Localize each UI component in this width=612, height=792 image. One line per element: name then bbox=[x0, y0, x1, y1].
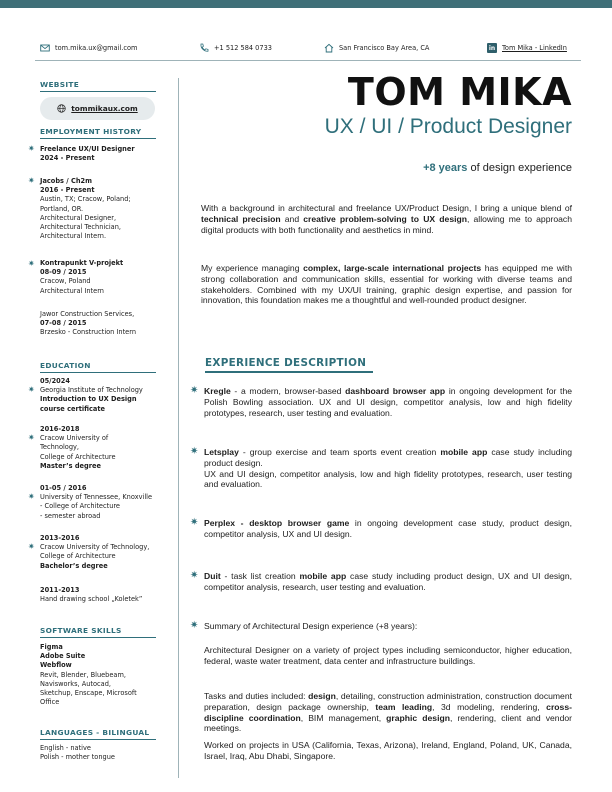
software-item: Sketchup, Enscape, Microsoft bbox=[40, 689, 137, 698]
person-name: TOM MIKA bbox=[347, 70, 572, 114]
education-line: Technology, bbox=[40, 443, 80, 452]
architecture-countries: Worked on projects in USA (California, Texas, Arizona), Ireland, England, Poland, UK, Canada, Israel, Iraq, Abu Dhabi, Singapore. bbox=[204, 740, 572, 761]
project-perplex: Perplex - desktop browser game in ongoing development case study, product design, competitor analysis, UX and UI design. bbox=[204, 518, 572, 539]
employment-line: Architectural Designer, bbox=[40, 213, 117, 222]
website-title-underline bbox=[40, 91, 156, 92]
project-letsplay: Letsplay - group exercise and team sports event creation mobile app case study including product design. UX and UI design, competitor analysis, low and high fidelity prototypes, research, user testing and evaluation. bbox=[204, 447, 572, 490]
architecture-paragraph: Architectural Designer on a variety of project types including semiconductor, higher education, federal, waste water treatment, data center and infrastructure buildings. bbox=[204, 645, 572, 666]
contact-linkedin[interactable] bbox=[487, 42, 567, 54]
education-line: Hand drawing school „Koletek” bbox=[40, 595, 143, 604]
employment-company: Jacobs / Ch2m bbox=[40, 177, 92, 185]
website-link[interactable] bbox=[40, 97, 155, 120]
employment-entry bbox=[40, 177, 180, 241]
bullet-star-icon: ✷ bbox=[28, 433, 35, 442]
education-line: Cracow University of Technology, bbox=[40, 543, 150, 552]
education-line: Bachelor’s degree bbox=[40, 561, 108, 570]
experience-title-underline bbox=[205, 371, 373, 373]
experience-years bbox=[423, 162, 572, 174]
project-kregle: Kregle - a modern, browser-based dashboard browser app in ongoing development for the Polish Bowling association. UX and UI design, competitor analysis, low and high fidelity prototypes, research, user testing and evaluation. bbox=[204, 386, 572, 418]
employment-line: Portland, OR. bbox=[40, 204, 84, 213]
software-item: Revit, Blender, Bluebeam, bbox=[40, 670, 126, 679]
years-rest: of design experience bbox=[467, 162, 572, 174]
education-entry bbox=[40, 377, 180, 414]
linkedin-icon: in bbox=[488, 44, 496, 52]
education-line: - semester abroad bbox=[40, 511, 101, 520]
phone-icon bbox=[199, 43, 209, 53]
education-date: 01-05 / 2016 bbox=[40, 484, 87, 492]
home-icon bbox=[324, 43, 334, 53]
employment-company: Freelance UX/UI Designer bbox=[40, 145, 135, 153]
education-line: Georgia Institute of Technology bbox=[40, 386, 143, 395]
bullet-star-icon: ✷ bbox=[190, 517, 199, 528]
employment-date: 07-08 / 2015 bbox=[40, 319, 87, 328]
employment-company: Kontrapunkt V-projekt bbox=[40, 259, 124, 267]
software-item: Webflow bbox=[40, 661, 72, 670]
education-entry bbox=[40, 484, 180, 521]
contact-location bbox=[324, 42, 429, 54]
education-entry bbox=[40, 586, 180, 604]
employment-date: 08-09 / 2015 bbox=[40, 268, 87, 277]
website-title: WEBSITE bbox=[40, 80, 80, 89]
education-date: 2016-2018 bbox=[40, 425, 80, 433]
intro-paragraph: My experience managing complex, large-scale international projects has equipped me with strong collaboration and communication skills, essential for working with diverse teams and stakeholders. Combined with my UX/UI training, graphic design expertise, and passion for innovation, this foundation makes me a thoughtful and well-rounded product designer. bbox=[201, 263, 573, 306]
software-item: Figma bbox=[40, 643, 63, 651]
employment-company: Jawor Construction Services, bbox=[40, 310, 135, 318]
employment-title: EMPLOYMENT HISTORY bbox=[40, 127, 142, 136]
employment-line: Austin, TX; Cracow, Poland; bbox=[40, 195, 131, 204]
education-line: Master’s degree bbox=[40, 461, 101, 470]
education-line: Introduction to UX Design bbox=[40, 395, 137, 404]
language-item: Polish - mother tongue bbox=[40, 753, 115, 762]
education-line: course certificate bbox=[40, 404, 105, 413]
linkedin-text: Tom Mika - LinkedIn bbox=[502, 44, 567, 52]
bullet-star-icon: ✷ bbox=[28, 176, 35, 185]
software-list bbox=[40, 643, 180, 707]
education-entry bbox=[40, 425, 180, 471]
top-accent-bar bbox=[0, 0, 612, 8]
bullet-star-icon: ✷ bbox=[28, 385, 35, 394]
architecture-summary-title: Summary of Architectural Design experience (+8 years): bbox=[204, 621, 418, 631]
education-line: - College of Architecture bbox=[40, 502, 120, 511]
years-highlight: +8 years bbox=[423, 162, 468, 174]
globe-icon bbox=[57, 104, 66, 113]
education-entry bbox=[40, 534, 180, 571]
contact-email[interactable] bbox=[40, 42, 137, 54]
bullet-star-icon: ✷ bbox=[28, 144, 35, 153]
education-title-underline bbox=[40, 372, 156, 373]
phone-text: +1 512 584 0733 bbox=[214, 44, 272, 52]
languages-title-underline bbox=[40, 739, 156, 740]
bullet-star-icon: ✷ bbox=[190, 570, 199, 581]
education-date: 2013-2016 bbox=[40, 534, 80, 542]
bullet-star-icon: ✷ bbox=[28, 492, 35, 501]
employment-line: Cracow, Poland bbox=[40, 277, 91, 286]
mail-icon bbox=[40, 43, 50, 53]
employment-date: 2024 - Present bbox=[40, 154, 95, 163]
architecture-duties: Tasks and duties included: design, detailing, construction administration, construction document preparation, design package ownership, team leading, 3d modeling, rendering, cross-discipline coordination, BIM management, graphic design, rendering, client and vendor meetings. bbox=[204, 691, 573, 734]
language-item: English - native bbox=[40, 744, 91, 752]
bullet-star-icon: ✷ bbox=[190, 385, 199, 396]
education-title: EDUCATION bbox=[40, 361, 91, 370]
employment-line: Architectural Intern. bbox=[40, 232, 107, 241]
location-text: San Francisco Bay Area, CA bbox=[339, 44, 430, 52]
software-title-underline bbox=[40, 637, 156, 638]
software-item: Adobe Suite bbox=[40, 652, 86, 661]
project-duit: Duit - task list creation mobile app case study including product design, UX and UI design, competitor analysis, research, user testing and evaluation. bbox=[204, 571, 573, 592]
software-item: Navisworks, Autocad, bbox=[40, 679, 111, 688]
education-line: College of Architecture bbox=[40, 452, 116, 461]
intro-paragraph: With a background in architectural and freelance UX/Product Design, I bring a unique blend of technical precision and creative problem-solving to UX design, allowing me to approach digital products with both functionality and aesthetics in mind. bbox=[201, 203, 572, 235]
education-line: University of Tennessee, Knoxville bbox=[40, 493, 153, 502]
employment-entry bbox=[40, 259, 180, 296]
education-line: College of Architecture bbox=[40, 552, 116, 561]
employment-line: Architectural Intern bbox=[40, 286, 104, 295]
employment-entry bbox=[40, 145, 180, 163]
employment-line: Brzesko - Construction Intern bbox=[40, 328, 136, 337]
bullet-star-icon: ✷ bbox=[28, 542, 35, 551]
employment-title-underline bbox=[40, 138, 156, 139]
bullet-star-icon: ✷ bbox=[190, 446, 199, 457]
employment-entry bbox=[40, 310, 180, 338]
experience-title: EXPERIENCE DESCRIPTION bbox=[205, 357, 367, 369]
header-divider bbox=[35, 60, 581, 61]
languages-list bbox=[40, 744, 180, 762]
software-title: SOFTWARE SKILLS bbox=[40, 626, 122, 635]
education-date: 05/2024 bbox=[40, 377, 70, 385]
website-url: tommikaux.com bbox=[71, 104, 138, 113]
education-line: Cracow University of bbox=[40, 434, 109, 443]
employment-line: Architectural Technician, bbox=[40, 223, 121, 232]
bullet-star-icon: ✷ bbox=[190, 620, 199, 631]
bullet-star-icon: ✷ bbox=[28, 259, 35, 268]
email-text: tom.mika.ux@gmail.com bbox=[55, 44, 138, 52]
job-title: UX / UI / Product Designer bbox=[324, 115, 572, 138]
languages-title: LANGUAGES - BILINGUAL bbox=[40, 728, 150, 737]
education-date: 2011-2013 bbox=[40, 586, 80, 594]
employment-date: 2016 - Present bbox=[40, 186, 95, 195]
software-item: Office bbox=[40, 698, 60, 707]
contact-phone[interactable] bbox=[199, 42, 272, 54]
